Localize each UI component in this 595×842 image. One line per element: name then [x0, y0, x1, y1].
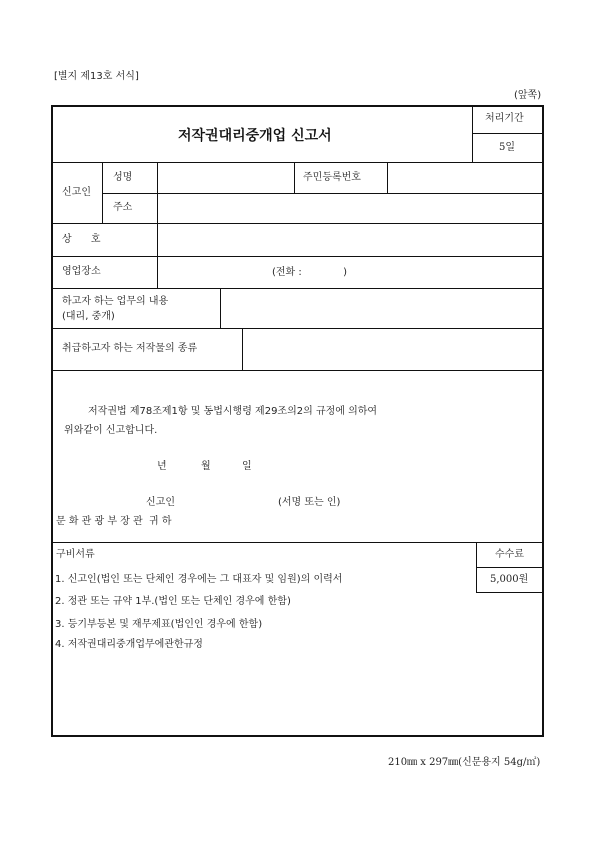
fee-bottom: [476, 592, 543, 593]
works-type-divider: [242, 328, 243, 370]
processing-period-value: 5일: [499, 142, 516, 153]
work-content-sublabel: (대리, 중개): [62, 311, 115, 322]
name-label: 성명: [113, 172, 133, 183]
label-column-divider: [157, 162, 158, 288]
office-phone: (전화 : ): [272, 267, 347, 278]
rrn-right-divider: [387, 162, 388, 193]
form-title: 저작권대리중개업 신고서: [178, 128, 332, 144]
business-name-label: 상 호: [62, 234, 101, 245]
date-year-label: 년: [157, 461, 167, 472]
declaration-bottom: [52, 542, 543, 543]
rrn-field[interactable]: [390, 165, 540, 190]
work-divider: [220, 288, 221, 328]
processing-period-label: 처리기간: [485, 113, 524, 124]
form-reference: [별지 제13호 서식]: [54, 71, 139, 82]
recipient: 문 화 관 광 부 장 관 귀 하: [56, 516, 172, 527]
work-row-bottom: [52, 328, 543, 329]
name-row-bottom: [102, 193, 543, 194]
title-row-bottom: [52, 162, 543, 163]
title-divider: [472, 106, 473, 162]
page-side-label: (앞쪽): [514, 90, 542, 101]
works-type-label: 취급하고자 하는 저작물의 종류: [62, 343, 198, 354]
document-item-1: 1. 신고인(법인 또는 단체인 경우에는 그 대표자 및 임원)의 이력서: [55, 574, 343, 585]
document-item-2: 2. 정관 또는 규약 1부.(법인 또는 단체인 경우에 한함): [55, 596, 291, 607]
work-content-label: 하고자 하는 업무의 내용: [62, 296, 169, 307]
signature-note: (서명 또는 인): [278, 497, 341, 508]
fee-column-divider: [476, 542, 477, 592]
works-type-field[interactable]: [245, 331, 540, 367]
office-location-field[interactable]: [160, 259, 265, 285]
business-row-bottom: [52, 256, 543, 257]
office-location-label: 영업장소: [62, 266, 101, 277]
required-documents-header: 구비서류: [56, 549, 95, 560]
fee-divider: [476, 567, 543, 568]
applicant-label-divider: [102, 162, 103, 223]
fee-value: 5,000원: [490, 574, 529, 585]
fee-label: 수수료: [495, 549, 524, 560]
address-label: 주소: [113, 202, 133, 213]
document-item-3: 3. 등기부등본 및 재무제표(법인인 경우에 한함): [55, 619, 263, 630]
rrn-left-divider: [294, 162, 295, 193]
rrn-label: 주민등록번호: [303, 172, 361, 183]
work-content-field[interactable]: [223, 291, 540, 325]
name-field[interactable]: [160, 165, 290, 190]
paper-spec: 210㎜ x 297㎜(신문용지 54g/㎡): [388, 757, 541, 768]
document-item-4: 4. 저작권대리중개업무에관한규정: [55, 639, 203, 650]
date-day-label: 일: [242, 461, 252, 472]
processing-divider: [472, 133, 543, 134]
signer-label: 신고인: [146, 497, 175, 508]
declaration-line-2: 위와같이 신고합니다.: [64, 425, 158, 436]
address-field[interactable]: [160, 196, 540, 220]
business-name-field[interactable]: [160, 227, 540, 253]
applicant-row-bottom: [52, 223, 543, 224]
office-row-bottom: [52, 288, 543, 289]
declaration-line-1: 저작권법 제78조제1항 및 동법시행령 제29조의2의 규정에 의하여: [88, 406, 378, 417]
works-type-row-bottom: [52, 370, 543, 371]
date-month-label: 월: [201, 461, 211, 472]
applicant-label: 신고인: [62, 187, 91, 198]
